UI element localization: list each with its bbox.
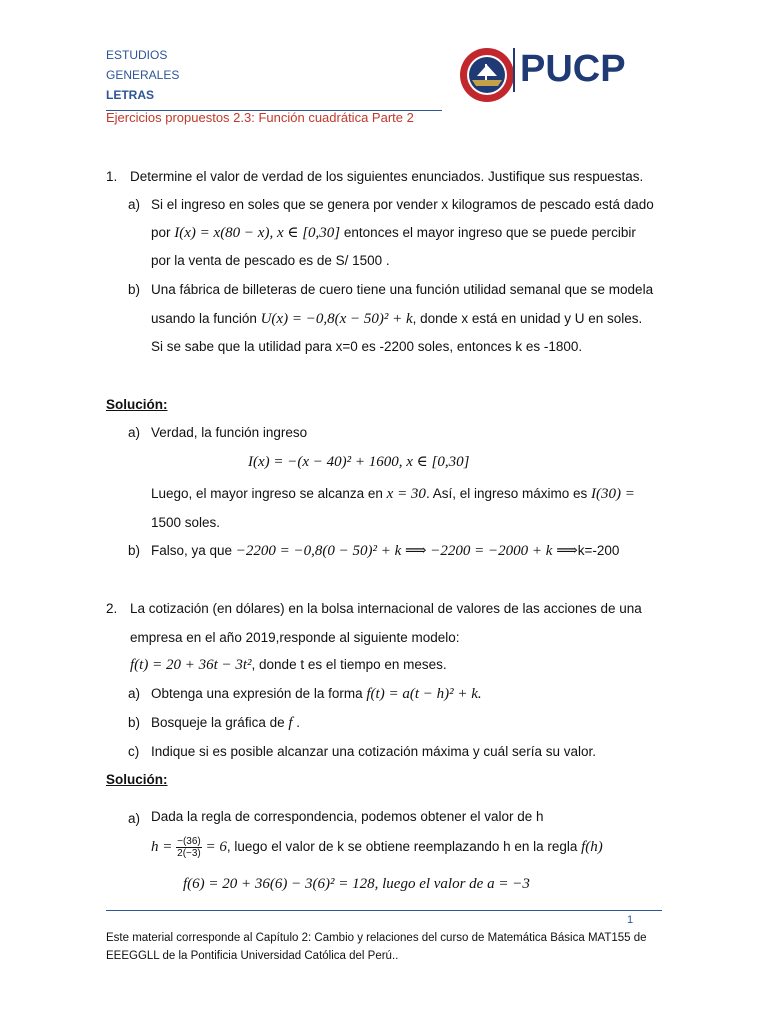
footer-line1: Este material corresponde al Capítulo 2: Cambio y relaciones del curso de Matemática Básica MAT155 de [106,932,647,944]
sol2a-label: a) [128,811,141,826]
q1a-line1: Si el ingreso en soles que se genera por vender x kilogramos de pescado está dado [151,197,654,212]
header-line-letras: LETRAS [106,88,154,102]
q2c-text: Indique si es posible alcanzar una cotización máxima y cuál sería su valor. [151,744,596,759]
q2-line2: empresa en el año 2019,responde al siguiente modelo: [130,630,460,645]
footer-line2: EEEGGLL de la Pontificia Universidad Católica del Perú.. [106,950,399,962]
q2-number: 2. [106,601,118,616]
solution1-heading: Solución: [106,397,168,412]
sol1a-equation: I(x) = −(x − 40)² + 1600, x ∈ [0,30] [248,454,470,470]
h-fraction: $\frac{-(36)}{2(-3)}$ [177,836,201,859]
sol2a-f6-equation: f(6) = 20 + 36(6) − 3(6)² = 128, luego el valor de a = −3 [183,876,530,892]
logo-divider [513,48,515,92]
q1b-line2: usando la función U(x) = −0,8(x − 50)² + k, donde x está en unidad y U en soles. [151,311,643,327]
sol1a-line1: Verdad, la función ingreso [151,425,308,440]
solution2-heading: Solución: [106,772,168,787]
sol1b-line1: Falso, ya que −2200 = −0,8(0 − 50)² + k ⟹ −2200 = −2000 + k ⟹k=-200 [151,543,620,559]
header-line-estudios: ESTUDIOS [106,48,168,62]
page-number: 1 [627,914,634,926]
q1a-line3: por la venta de pescado es de S/ 1500 . [151,253,390,268]
sol1a-line2: Luego, el mayor ingreso se alcanza en x = 30. Así, el ingreso máximo es I(30) = [151,486,635,502]
sol1a-line3: 1500 soles. [151,515,221,530]
q1b-line1: Una fábrica de billeteras de cuero tiene una función utilidad semanal que se modela [151,282,654,297]
q2c-label: c) [128,744,140,759]
q1-number: 1. [106,169,118,184]
q1b-label: b) [128,282,141,297]
q2-line3: f(t) = 20 + 36t − 3t², donde t es el tiempo en meses. [130,657,447,673]
q1-intro: Determine el valor de verdad de los siguientes enunciados. Justifique sus respuestas. [130,169,644,184]
header-line-generales: GENERALES [106,68,180,82]
q2a-label: a) [128,686,141,701]
q2b-label: b) [128,715,141,730]
q2b-text: Bosqueje la gráfica de f . [151,715,301,731]
q1a-line2: por I(x) = x(80 − x), x ∈ [0,30] entonces el mayor ingreso que se puede percibir [151,225,636,241]
sol1b-label: b) [128,543,141,558]
document-title: Ejercicios propuestos 2.3: Función cuadrática Parte 2 [106,110,414,125]
sol2a-line1: Dada la regla de correspondencia, podemos obtener el valor de h [151,809,544,824]
pucp-logo-text: PUCP [520,48,626,90]
pucp-seal-logo [454,46,520,109]
sol2a-h-line: h = $\frac{-(36)}{2(-3)}$ = 6, luego el valor de k se obtiene reemplazando h en la regla f(h) [151,836,603,859]
q2-line1: La cotización (en dólares) en la bolsa internacional de valores de las acciones de una [130,601,642,616]
sol1a-label: a) [128,425,141,440]
q1b-line3: Si se sabe que la utilidad para x=0 es -2200 soles, entonces k es -1800. [151,339,583,354]
q1a-label: a) [128,197,141,212]
q2a-text: Obtenga una expresión de la forma f(t) = a(t − h)² + k. [151,686,482,702]
footer-rule [106,910,662,911]
